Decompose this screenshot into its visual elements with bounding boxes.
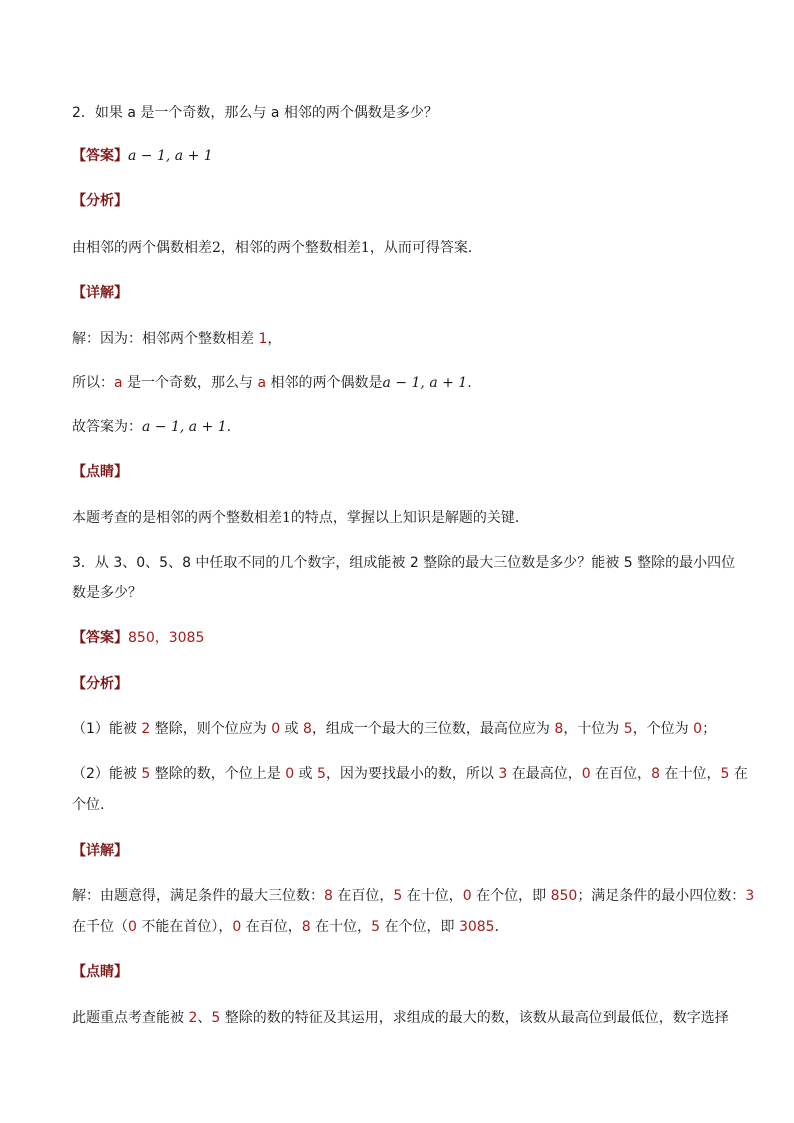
q3-detail-line-2 [72, 917, 734, 937]
q3-analysis-line-1 [72, 719, 734, 739]
comment-label: 【点睛】 [72, 464, 128, 480]
q2-comment-label-line [72, 462, 734, 482]
comment-number: 1 [282, 510, 291, 526]
text-run: 在百位， [241, 919, 302, 935]
highlight-number: 0 [462, 888, 472, 904]
q2-answer [72, 146, 734, 166]
question-3-text: 数是多少？ [72, 585, 142, 601]
text-run: 在最高位， [507, 766, 582, 782]
q2-comment-text [72, 508, 734, 528]
text-run: ，组成一个最大的三位数，最高位应为 [311, 721, 555, 737]
analysis-text: 由相邻的两个偶数相差 [72, 240, 212, 256]
detail-math: a − 1, a + 1. [382, 375, 472, 391]
highlight-number: 8 [301, 919, 311, 935]
text-run: 、 [197, 1010, 212, 1026]
analysis-text: ，相邻的两个整数相差 [220, 240, 361, 256]
highlight-number: 3 [498, 766, 508, 782]
text-run: ，因为要找最小的数，所以 [325, 766, 499, 782]
text-run: 在百位， [332, 888, 394, 904]
answer-value: 850，3085 [128, 630, 205, 646]
highlight-number: 5 [371, 919, 381, 935]
text-run: ； [702, 721, 717, 737]
q2-analysis-text [72, 238, 734, 258]
text-run: 在百位， [590, 766, 652, 782]
text-run: 在千位（ [72, 919, 128, 935]
analysis-text: 个位． [72, 797, 114, 813]
question-3-text: 3．从 3、0、5、8 中任取不同的几个数字，组成能被 [72, 555, 410, 571]
detail-number: 1 [258, 331, 268, 347]
highlight-number: 5 [211, 1010, 221, 1026]
text-run: 或 [280, 721, 304, 737]
question-3-number: 2 [409, 555, 419, 571]
detail-variable: a [114, 375, 123, 391]
text-run: ，十位为 [563, 721, 624, 737]
text-run: 整除的数的特征及其运用，求组成的最大的数，该数从最高位到最低位，数字选择 [220, 1010, 729, 1026]
highlight-number: 3 [745, 888, 755, 904]
detail-text: 是一个奇数，那么与 [122, 375, 258, 391]
q3-analysis-line-2 [72, 764, 748, 784]
text-run: （1）能被 [72, 721, 142, 737]
highlight-number: 5 [317, 766, 326, 782]
highlight-number: 3085 [458, 919, 495, 935]
highlight-number: 8 [554, 721, 564, 737]
analysis-text: ，从而可得答案． [369, 240, 482, 256]
q2-detail-line-3 [72, 417, 734, 437]
text-run: 在个位，即 [380, 919, 459, 935]
highlight-number: 850 [550, 888, 578, 904]
q3-analysis-line-3 [72, 795, 734, 815]
comment-text: 本题考查的是相邻的两个整数相差 [72, 510, 282, 526]
highlight-number: 8 [324, 888, 333, 904]
detail-text: ， [267, 331, 282, 347]
detail-text: 故答案为： [72, 419, 142, 435]
detail-label: 【详解】 [72, 285, 128, 301]
question-3-line-2 [72, 583, 734, 603]
detail-variable: a [257, 375, 267, 391]
text-run: 在十位， [660, 766, 721, 782]
text-run: 不能在首位）， [136, 919, 233, 935]
question-2-text: 2．如果 a 是一个奇数，那么与 a 相邻的两个偶数是多少？ [72, 105, 438, 121]
highlight-number: 0 [271, 721, 281, 737]
q3-comment-label-line [72, 962, 734, 982]
detail-math: a − 1, a + 1. [142, 419, 232, 435]
text-run: 此题重点考查能被 [72, 1010, 189, 1026]
comment-text: 的特点，掌握以上知识是解题的关键． [290, 510, 529, 526]
analysis-label: 【分析】 [72, 676, 128, 692]
text-run: ，个位为 [632, 721, 694, 737]
highlight-number: 5 [393, 888, 403, 904]
analysis-number: 2 [212, 240, 221, 256]
question-3-line-1 [72, 553, 734, 573]
text-run: 在个位，即 [471, 888, 551, 904]
highlight-number: 5 [720, 766, 730, 782]
comment-label: 【点睛】 [72, 964, 128, 980]
question-3-number: 5 [623, 555, 633, 571]
highlight-number: 2 [141, 721, 151, 737]
detail-text: 相邻的两个偶数是 [266, 375, 383, 391]
text-run: 或 [294, 766, 318, 782]
q3-analysis-label-line [72, 674, 734, 694]
analysis-label: 【分析】 [72, 193, 128, 209]
text-run: 整除的数，个位上是 [150, 766, 286, 782]
q2-analysis-label-line [72, 191, 734, 211]
highlight-number: 5 [623, 721, 633, 737]
highlight-number: 0 [581, 766, 591, 782]
text-run: 在十位， [310, 919, 372, 935]
highlight-number: 5 [141, 766, 151, 782]
analysis-number: 1 [360, 240, 370, 256]
text-run: （2）能被 [72, 766, 142, 782]
highlight-number: 0 [693, 721, 703, 737]
detail-text: 所以： [72, 375, 114, 391]
text-run: ． [494, 919, 509, 935]
answer-label: 【答案】 [72, 630, 128, 646]
text-run: 在 [729, 766, 748, 782]
q3-comment-line-1 [72, 1008, 734, 1028]
text-run: 整除，则个位应为 [150, 721, 272, 737]
detail-text: 解：因为：相邻两个整数相差 [72, 331, 259, 347]
text-run: 在十位， [402, 888, 463, 904]
highlight-number: 0 [285, 766, 295, 782]
highlight-number: 8 [651, 766, 661, 782]
highlight-number: 8 [303, 721, 312, 737]
q3-answer [72, 628, 734, 648]
q2-detail-label-line [72, 283, 734, 303]
answer-math: a − 1, a + 1 [128, 148, 213, 164]
q3-detail-line-1 [72, 886, 755, 906]
text-run: ；满足条件的最小四位数： [577, 888, 746, 904]
answer-label: 【答案】 [72, 148, 128, 164]
question-3-text: 整除的最小四位 [632, 555, 736, 571]
highlight-number: 2 [188, 1010, 198, 1026]
q3-detail-label-line [72, 841, 734, 861]
text-run: 解：由题意得，满足条件的最大三位数： [72, 888, 324, 904]
question-2 [72, 103, 734, 123]
q2-detail-line-1 [72, 329, 734, 349]
question-3-text: 整除的最大三位数是多少？能被 [418, 555, 624, 571]
highlight-number: 0 [232, 919, 242, 935]
detail-label: 【详解】 [72, 843, 128, 859]
q2-detail-line-2 [72, 373, 734, 393]
highlight-number: 0 [128, 919, 137, 935]
